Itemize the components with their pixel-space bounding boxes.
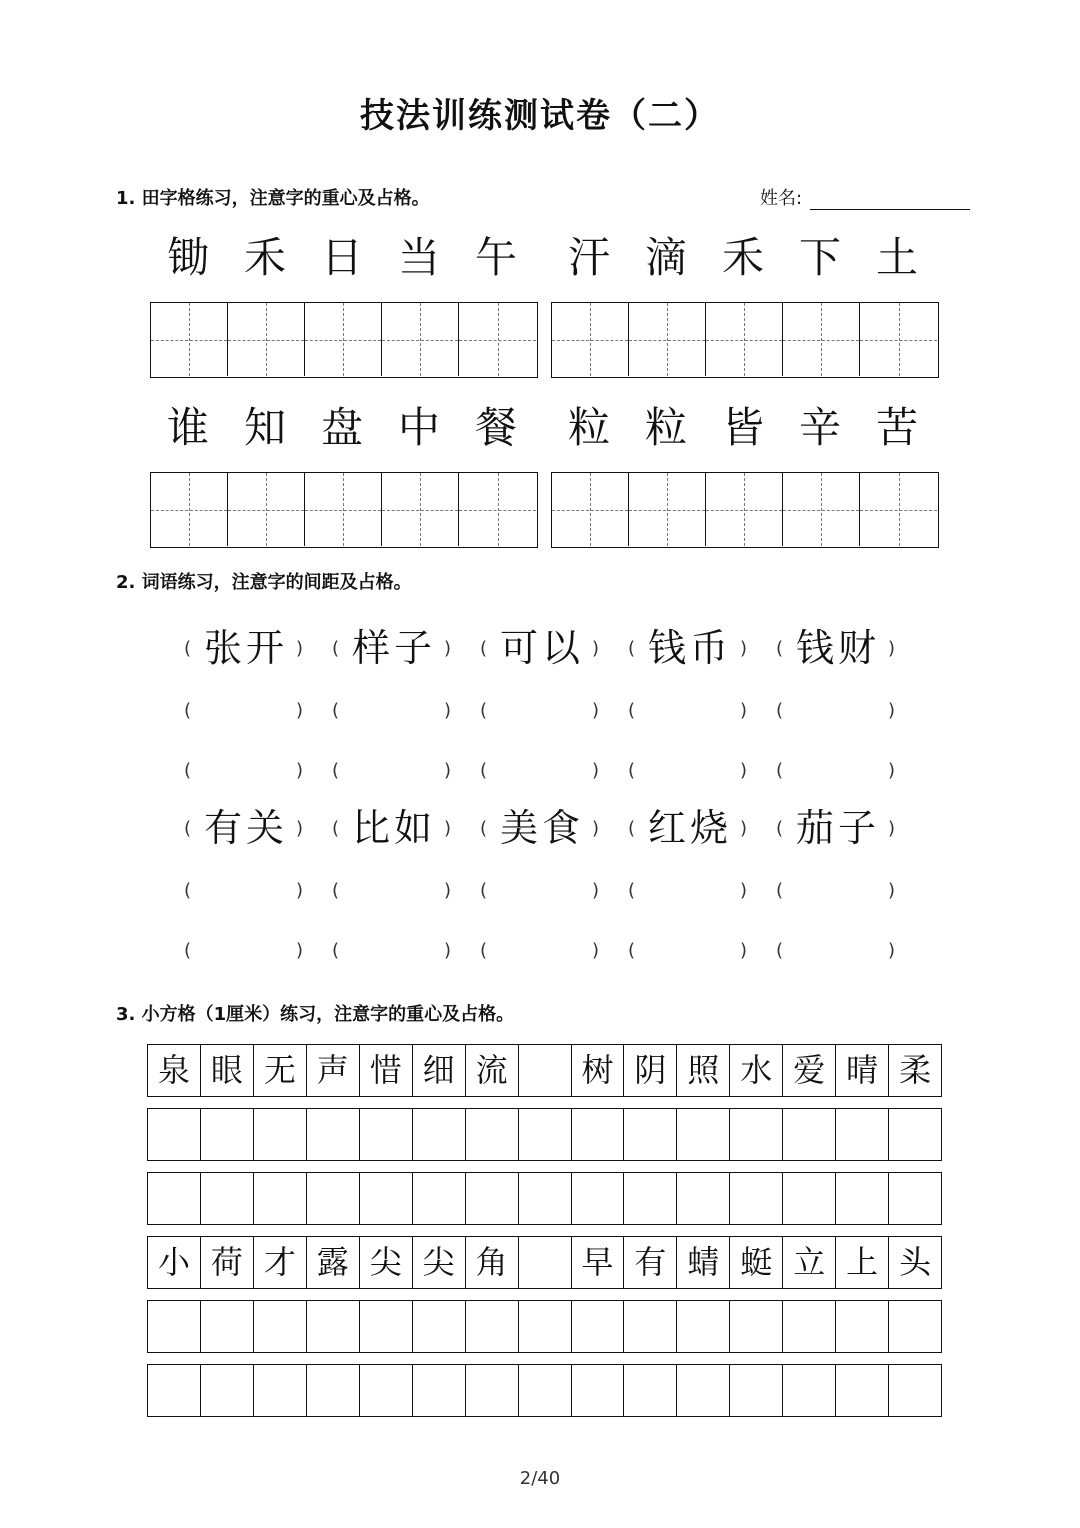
open-paren: (: [628, 880, 636, 901]
square-row: [147, 1044, 942, 1097]
model-character: 锄: [166, 233, 209, 282]
square-cell[interactable]: [201, 1109, 254, 1160]
tianzige-cell[interactable]: [459, 303, 536, 376]
open-paren: (: [628, 940, 636, 961]
square-cell[interactable]: [677, 1365, 730, 1416]
close-paren: ): [888, 638, 896, 659]
open-paren: (: [184, 880, 192, 901]
square-cell[interactable]: [466, 1365, 519, 1416]
word-row: [178, 862, 918, 918]
model-square-cell: 柔: [899, 1051, 932, 1089]
open-paren: (: [628, 638, 636, 659]
model-square-cell: 树: [572, 1045, 625, 1096]
close-paren: ): [444, 760, 452, 781]
square-cell[interactable]: [889, 1173, 941, 1224]
square-cell[interactable]: [572, 1365, 625, 1416]
square-cell[interactable]: [730, 1109, 783, 1160]
model-square-cell: 尖: [413, 1237, 466, 1288]
square-cell[interactable]: [307, 1365, 360, 1416]
model-square-cell: 露: [307, 1237, 360, 1288]
model-character: 下: [798, 233, 841, 282]
square-cell[interactable]: [254, 1173, 307, 1224]
word-blank[interactable]: [770, 742, 910, 798]
open-paren: (: [332, 940, 340, 961]
square-cell[interactable]: [572, 1109, 625, 1160]
tianzige-row: [150, 228, 940, 388]
open-paren: (: [184, 700, 192, 721]
square-cell[interactable]: [360, 1301, 413, 1352]
square-cell[interactable]: [730, 1301, 783, 1352]
square-cell[interactable]: [466, 1173, 519, 1224]
tianzige-cell[interactable]: [860, 303, 937, 376]
square-cell[interactable]: [413, 1173, 466, 1224]
square-cell[interactable]: [519, 1365, 572, 1416]
word-blank[interactable]: [622, 742, 762, 798]
square-row: [147, 1172, 942, 1225]
word-blank[interactable]: [178, 742, 318, 798]
square-cell[interactable]: [360, 1173, 413, 1224]
word-text: 钱币: [647, 626, 732, 670]
word-blank[interactable]: [474, 862, 614, 918]
close-paren: ): [740, 760, 748, 781]
model-character: 皆: [721, 403, 764, 452]
model-square-cell: 晴: [836, 1045, 889, 1096]
word-blank[interactable]: [326, 682, 466, 738]
open-paren: (: [628, 818, 636, 839]
word-blank[interactable]: [622, 922, 762, 978]
square-cell[interactable]: [730, 1173, 783, 1224]
square-cell[interactable]: [148, 1365, 201, 1416]
square-cell[interactable]: [572, 1173, 625, 1224]
close-paren: ): [296, 880, 304, 901]
close-paren: ): [740, 940, 748, 961]
model-square-cell: 阴: [624, 1045, 677, 1096]
close-paren: ): [444, 818, 452, 839]
square-cell[interactable]: [677, 1109, 730, 1160]
close-paren: ): [888, 760, 896, 781]
word-blank[interactable]: [474, 922, 614, 978]
open-paren: (: [332, 638, 340, 659]
model-square-cell: 小: [148, 1237, 201, 1288]
tianzige-cell[interactable]: [706, 473, 783, 546]
open-paren: (: [480, 940, 488, 961]
model-character: 当: [397, 233, 440, 282]
square-row: [147, 1108, 942, 1161]
word-text: 张开: [203, 626, 288, 670]
word-text: 有关: [203, 806, 288, 850]
close-paren: ): [296, 638, 304, 659]
tianzige-cell[interactable]: [552, 303, 629, 376]
model-square-cell: 上: [836, 1237, 889, 1288]
tianzige-cell[interactable]: [629, 473, 706, 546]
open-paren: (: [480, 880, 488, 901]
square-cell[interactable]: [889, 1301, 941, 1352]
model-square-cell: 声: [307, 1045, 360, 1096]
model-square-cell: 早: [572, 1237, 625, 1288]
tianzige-cell[interactable]: [151, 303, 228, 376]
word-blank[interactable]: [178, 682, 318, 738]
tianzige-cell[interactable]: [382, 303, 459, 376]
model-character: 禾: [243, 233, 286, 282]
word-row: [178, 620, 918, 676]
model-character: 粒: [567, 403, 610, 452]
close-paren: ): [888, 940, 896, 961]
square-cell[interactable]: [783, 1173, 836, 1224]
open-paren: (: [776, 940, 784, 961]
tianzige-cell[interactable]: [228, 303, 305, 376]
model-square-cell: 立: [783, 1237, 836, 1288]
square-cell[interactable]: [148, 1301, 201, 1352]
model-character: 中: [397, 403, 440, 452]
open-paren: (: [628, 760, 636, 781]
open-paren: (: [184, 638, 192, 659]
square-cell[interactable]: [360, 1109, 413, 1160]
tianzige-row: [150, 398, 940, 558]
section2-title: 2. 词语练习，注意字的间距及占格。: [116, 572, 412, 593]
close-paren: ): [888, 700, 896, 721]
word-blank[interactable]: [326, 742, 466, 798]
square-cell[interactable]: [519, 1045, 572, 1096]
model-word: [622, 800, 762, 856]
square-cell[interactable]: [624, 1365, 677, 1416]
square-row: [147, 1300, 942, 1353]
square-cell[interactable]: [254, 1365, 307, 1416]
square-cell[interactable]: [836, 1365, 889, 1416]
square-cell[interactable]: [148, 1173, 201, 1224]
tianzige-cell[interactable]: [459, 473, 536, 546]
open-paren: (: [480, 638, 488, 659]
tianzige-cell[interactable]: [860, 473, 937, 546]
model-character: 知: [243, 403, 286, 452]
model-character: 禾: [721, 233, 764, 282]
model-character: 盘: [320, 403, 363, 452]
word-blank[interactable]: [178, 862, 318, 918]
word-row: [178, 682, 918, 738]
square-cell[interactable]: [254, 1109, 307, 1160]
model-square-cell: 才: [254, 1237, 307, 1288]
model-character: 苦: [875, 403, 918, 452]
square-cell[interactable]: [677, 1173, 730, 1224]
name-field[interactable]: [810, 209, 970, 210]
model-character: 餐: [474, 403, 517, 452]
square-cell[interactable]: [201, 1173, 254, 1224]
word-text: 红烧: [647, 806, 732, 850]
word-blank[interactable]: [770, 922, 910, 978]
word-blank[interactable]: [178, 922, 318, 978]
model-square-cell: 细: [413, 1045, 466, 1096]
square-cell[interactable]: [360, 1365, 413, 1416]
square-cell[interactable]: [783, 1365, 836, 1416]
close-paren: ): [296, 940, 304, 961]
close-paren: ): [740, 880, 748, 901]
tianzige-cell[interactable]: [783, 303, 860, 376]
tianzige-cell[interactable]: [151, 473, 228, 546]
open-paren: (: [184, 940, 192, 961]
name-label: 姓名:: [760, 188, 803, 209]
square-cell[interactable]: [254, 1301, 307, 1352]
open-paren: (: [480, 700, 488, 721]
square-cell[interactable]: [413, 1109, 466, 1160]
model-square-cell: 头: [899, 1243, 932, 1281]
close-paren: ): [444, 638, 452, 659]
tianzige-cell[interactable]: [382, 473, 459, 546]
square-row: [147, 1364, 942, 1417]
model-word: [770, 620, 910, 676]
tianzige-cell[interactable]: [228, 473, 305, 546]
tianzige-cell[interactable]: [305, 473, 382, 546]
open-paren: (: [184, 818, 192, 839]
model-word: [326, 620, 466, 676]
open-paren: (: [332, 880, 340, 901]
square-cell[interactable]: [572, 1301, 625, 1352]
square-cell[interactable]: [783, 1301, 836, 1352]
open-paren: (: [628, 700, 636, 721]
model-square-cell: 照: [677, 1045, 730, 1096]
model-square-cell: 无: [254, 1045, 307, 1096]
open-paren: (: [776, 880, 784, 901]
word-blank[interactable]: [474, 682, 614, 738]
close-paren: ): [740, 638, 748, 659]
model-square-cell: 尖: [360, 1237, 413, 1288]
square-cell[interactable]: [413, 1365, 466, 1416]
tianzige-cell[interactable]: [706, 303, 783, 376]
square-cell[interactable]: [836, 1173, 889, 1224]
model-word: [770, 800, 910, 856]
square-cell[interactable]: [307, 1109, 360, 1160]
square-cell[interactable]: [836, 1301, 889, 1352]
word-blank[interactable]: [770, 682, 910, 738]
tianzige-cell[interactable]: [629, 303, 706, 376]
page-number: 2/40: [519, 1468, 561, 1489]
close-paren: ): [592, 760, 600, 781]
square-cell[interactable]: [624, 1173, 677, 1224]
model-character: 日: [320, 233, 363, 282]
square-cell[interactable]: [201, 1301, 254, 1352]
close-paren: ): [888, 818, 896, 839]
model-character: 汗: [567, 233, 610, 282]
model-character: 粒: [644, 403, 687, 452]
open-paren: (: [480, 760, 488, 781]
close-paren: ): [444, 940, 452, 961]
word-text: 钱财: [795, 626, 880, 670]
tianzige-cell[interactable]: [305, 303, 382, 376]
model-square-cell: 惜: [360, 1045, 413, 1096]
section3-title: 3. 小方格（1厘米）练习，注意字的重心及占格。: [116, 1004, 515, 1025]
tianzige-grid: [551, 302, 939, 378]
open-paren: (: [776, 760, 784, 781]
model-square-cell: 有: [624, 1237, 677, 1288]
word-row: [178, 800, 918, 856]
square-cell[interactable]: [624, 1301, 677, 1352]
square-cell[interactable]: [730, 1365, 783, 1416]
open-paren: (: [776, 638, 784, 659]
model-square-cell: 爱: [783, 1045, 836, 1096]
square-cell[interactable]: [201, 1365, 254, 1416]
model-characters: [150, 398, 940, 466]
open-paren: (: [776, 818, 784, 839]
open-paren: (: [332, 760, 340, 781]
close-paren: ): [592, 940, 600, 961]
square-cell[interactable]: [519, 1173, 572, 1224]
square-cell[interactable]: [519, 1301, 572, 1352]
model-square-cell: 蜓: [730, 1237, 783, 1288]
word-row: [178, 742, 918, 798]
model-square-cell: 角: [466, 1237, 519, 1288]
square-cell[interactable]: [836, 1109, 889, 1160]
model-word: [622, 620, 762, 676]
page-title: 技法训练测试卷（二）: [360, 96, 720, 136]
word-text: 比如: [351, 806, 436, 850]
tianzige-grid: [150, 472, 538, 548]
square-cell[interactable]: [148, 1109, 201, 1160]
close-paren: ): [444, 880, 452, 901]
close-paren: ): [592, 700, 600, 721]
word-blank[interactable]: [622, 682, 762, 738]
model-characters: [150, 228, 940, 296]
word-text: 茄子: [795, 806, 880, 850]
word-blank[interactable]: [326, 862, 466, 918]
model-square-cell: 流: [466, 1045, 519, 1096]
open-paren: (: [776, 700, 784, 721]
square-row: [147, 1236, 942, 1289]
model-square-cell: 水: [730, 1045, 783, 1096]
model-character: 滴: [644, 233, 687, 282]
model-word: [178, 620, 318, 676]
close-paren: ): [740, 700, 748, 721]
close-paren: ): [740, 818, 748, 839]
close-paren: ): [592, 818, 600, 839]
close-paren: ): [592, 638, 600, 659]
tianzige-cell[interactable]: [552, 473, 629, 546]
word-text: 样子: [351, 626, 436, 670]
word-blank[interactable]: [622, 862, 762, 918]
square-cell[interactable]: [889, 1365, 941, 1416]
square-cell[interactable]: [783, 1109, 836, 1160]
model-square-cell: 泉: [148, 1045, 201, 1096]
model-square-cell: 眼: [201, 1045, 254, 1096]
close-paren: ): [888, 880, 896, 901]
model-word: [326, 800, 466, 856]
square-cell[interactable]: [307, 1173, 360, 1224]
close-paren: ): [444, 700, 452, 721]
model-word: [178, 800, 318, 856]
tianzige-grid: [150, 302, 538, 378]
model-character: 土: [875, 233, 918, 282]
square-cell[interactable]: [677, 1301, 730, 1352]
model-character: 午: [474, 233, 517, 282]
close-paren: ): [296, 700, 304, 721]
model-word: [474, 620, 614, 676]
word-blank[interactable]: [326, 922, 466, 978]
square-cell[interactable]: [624, 1109, 677, 1160]
tianzige-cell[interactable]: [783, 473, 860, 546]
open-paren: (: [332, 700, 340, 721]
square-cell[interactable]: [466, 1109, 519, 1160]
square-cell[interactable]: [519, 1237, 572, 1288]
tianzige-grid: [551, 472, 939, 548]
close-paren: ): [296, 818, 304, 839]
model-square-cell: 荷: [201, 1237, 254, 1288]
model-character: 谁: [166, 403, 209, 452]
word-row: [178, 922, 918, 978]
close-paren: ): [296, 760, 304, 781]
square-cell[interactable]: [307, 1301, 360, 1352]
model-word: [474, 800, 614, 856]
model-square-cell: 蜻: [677, 1237, 730, 1288]
square-cell[interactable]: [466, 1301, 519, 1352]
square-cell[interactable]: [413, 1301, 466, 1352]
word-text: 可以: [499, 626, 584, 670]
model-character: 辛: [798, 403, 841, 452]
close-paren: ): [592, 880, 600, 901]
word-text: 美食: [499, 806, 584, 850]
word-blank[interactable]: [770, 862, 910, 918]
open-paren: (: [184, 760, 192, 781]
section1-title: 1. 田字格练习，注意字的重心及占格。: [116, 188, 430, 209]
open-paren: (: [332, 818, 340, 839]
open-paren: (: [480, 818, 488, 839]
square-cell[interactable]: [519, 1109, 572, 1160]
word-blank[interactable]: [474, 742, 614, 798]
square-cell[interactable]: [889, 1109, 941, 1160]
